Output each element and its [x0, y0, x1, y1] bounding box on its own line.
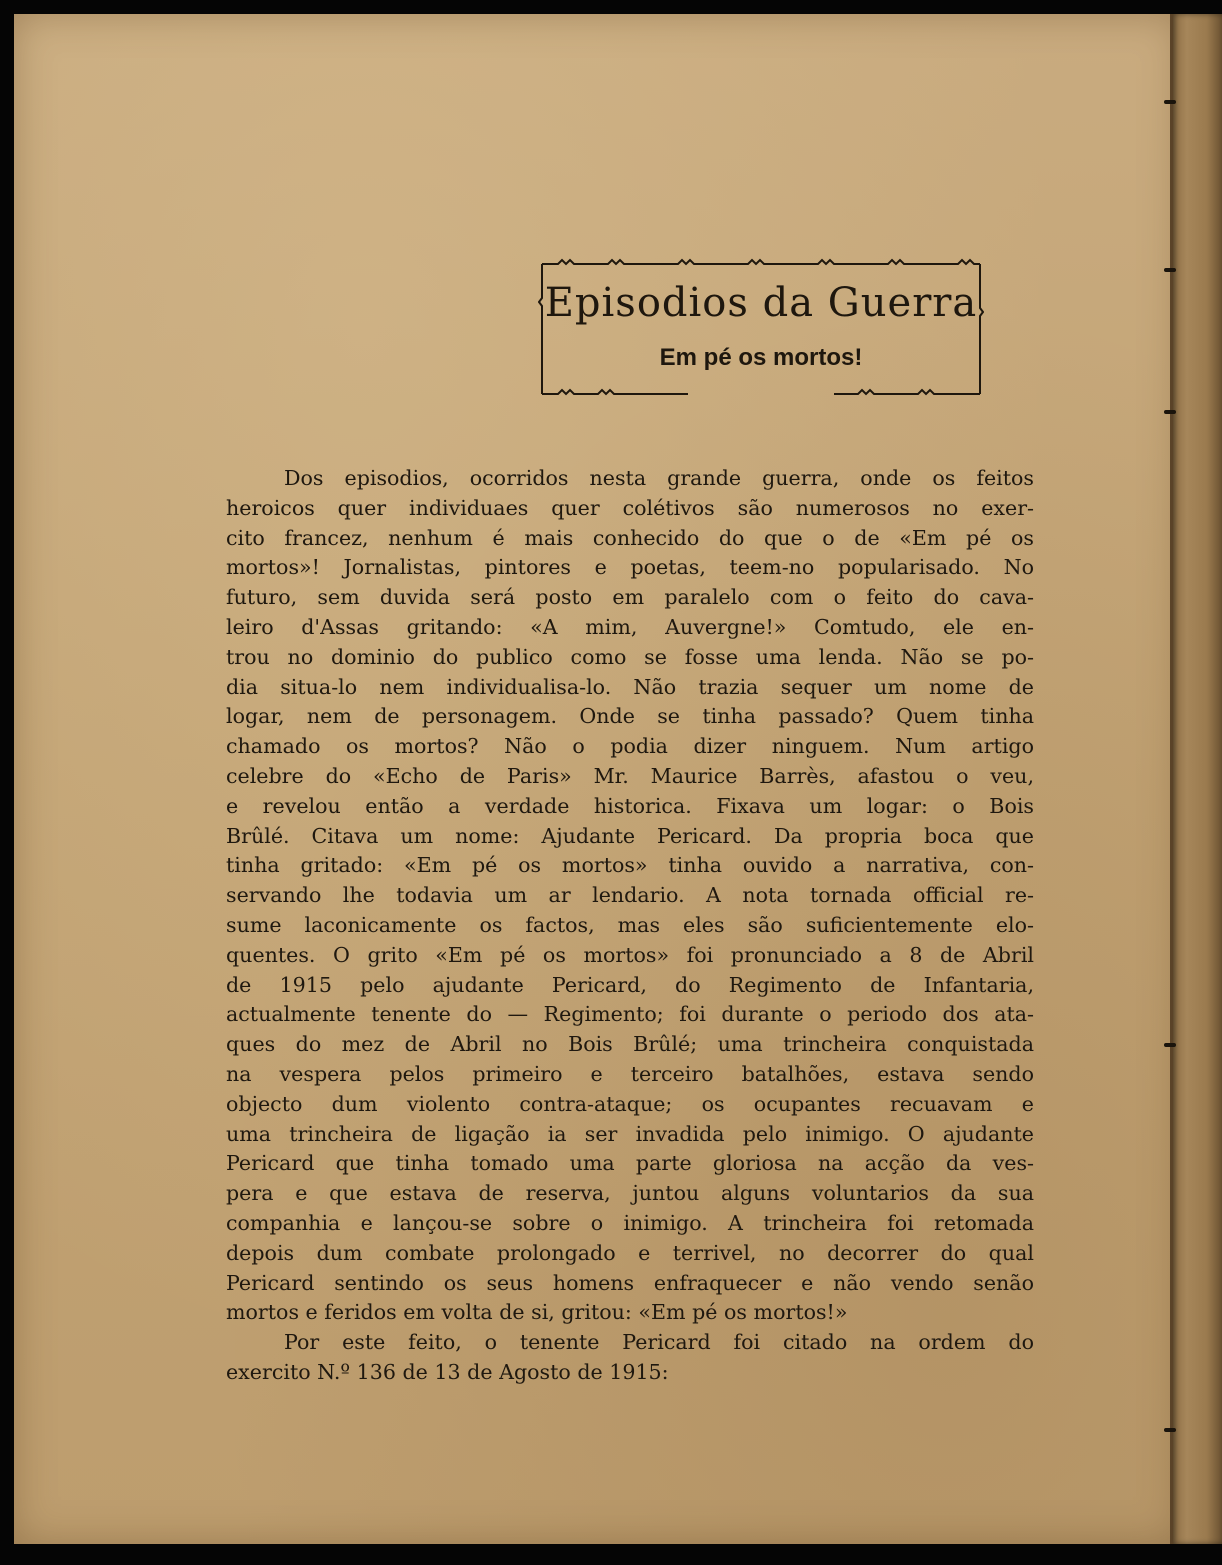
text-line: companhia e lançou-se sobre o inimigo. A trincheira foi retomada [226, 1210, 1034, 1235]
text-line: tinha gritado: «Em pé os mortos» tinha ouvido a narrativa, con- [226, 853, 1034, 878]
text-line: Pericard sentindo os seus homens enfraquecer e não vendo senão [226, 1270, 1034, 1295]
text-line: Brûlé. Citava um nome: Ajudante Pericard. Da propria boca que [226, 823, 1034, 848]
text-line: trou no dominio do publico como se fosse uma lenda. Não se po- [226, 644, 1034, 669]
text-line: uma trincheira de ligação ia ser invadida pelo inimigo. O ajudante [226, 1121, 1034, 1146]
page-subtitle: Em pé os mortos! [659, 344, 863, 371]
text-line: Pericard que tinha tomado uma parte gloriosa na acção da ves- [226, 1151, 1034, 1176]
adjacent-page-edge [1172, 14, 1222, 1544]
text-line: celebre do «Echo de Paris» Mr. Maurice Barrès, afastou o veu, [226, 763, 1034, 788]
text-line: futuro, sem duvida será posto em paralelo com o feito do cava- [226, 585, 1034, 610]
text-line: Por este feito, o tenente Pericard foi citado na ordem do [284, 1330, 1034, 1355]
text-line: dia situa-lo nem individualisa-lo. Não trazia sequer um nome de [226, 674, 1034, 699]
binding-mark [1164, 410, 1176, 414]
text-line: objecto dum violento contra-ataque; os ocupantes recuavam e [226, 1091, 1034, 1116]
text-line: ques do mez de Abril no Bois Brûlé; uma trincheira conquistada [226, 1032, 1034, 1057]
text-line: mortos e feridos em volta de si, gritou: «Em pé os mortos!» [226, 1300, 848, 1325]
text-line: heroicos quer individuaes quer colétivos são numerosos no exer- [226, 495, 1034, 520]
text-line: de 1915 pelo ajudante Pericard, do Regimento de Infantaria, [226, 972, 1034, 997]
text-line: sume laconicamente os factos, mas eles são suficientemente elo- [226, 912, 1034, 937]
binding-mark [1164, 1043, 1176, 1047]
binding-mark [1164, 268, 1176, 272]
text-line: depois dum combate prolongado e terrivel, no decorrer do qual [226, 1240, 1034, 1265]
text-line: quentes. O grito «Em pé os mortos» foi pronunciado a 8 de Abril [226, 942, 1034, 967]
article-body [226, 464, 1034, 1388]
binding-mark [1164, 1428, 1176, 1432]
binding-fold [1170, 14, 1173, 1544]
text-line: actualmente tenente do — Regimento; foi durante o periodo dos ata- [226, 1002, 1034, 1027]
text-line: chamado os mortos? Não o podia dizer ninguem. Num artigo [226, 734, 1034, 759]
text-line: leiro d'Assas gritando: «A mim, Auvergne!» Comtudo, ele en- [226, 614, 1034, 639]
text-line: Dos episodios, ocorridos nesta grande guerra, onde os feitos [284, 466, 1034, 490]
text-line: cito francez, nenhum é mais conhecido do que o de «Em pé os [226, 525, 1034, 550]
text-line: e revelou então a verdade historica. Fixava um logar: o Bois [226, 793, 1034, 818]
page-title: Episodios da Guerra [544, 280, 978, 326]
binding-mark [1164, 100, 1176, 104]
text-line: servando lhe todavia um ar lendario. A nota tornada official re- [226, 883, 1034, 908]
text-line: mortos»! Jornalistas, pintores e poetas, teem-no popularisado. No [226, 555, 1034, 580]
text-line: pera e que estava de reserva, juntou alguns voluntarios da sua [226, 1181, 1034, 1206]
text-line: na vespera pelos primeiro e terceiro batalhões, estava sendo [226, 1061, 1034, 1086]
title-frame [538, 258, 984, 400]
text-line: exercito N.º 136 de 13 de Agosto de 1915: [226, 1359, 669, 1384]
text-line: logar, nem de personagem. Onde se tinha passado? Quem tinha [226, 704, 1034, 729]
